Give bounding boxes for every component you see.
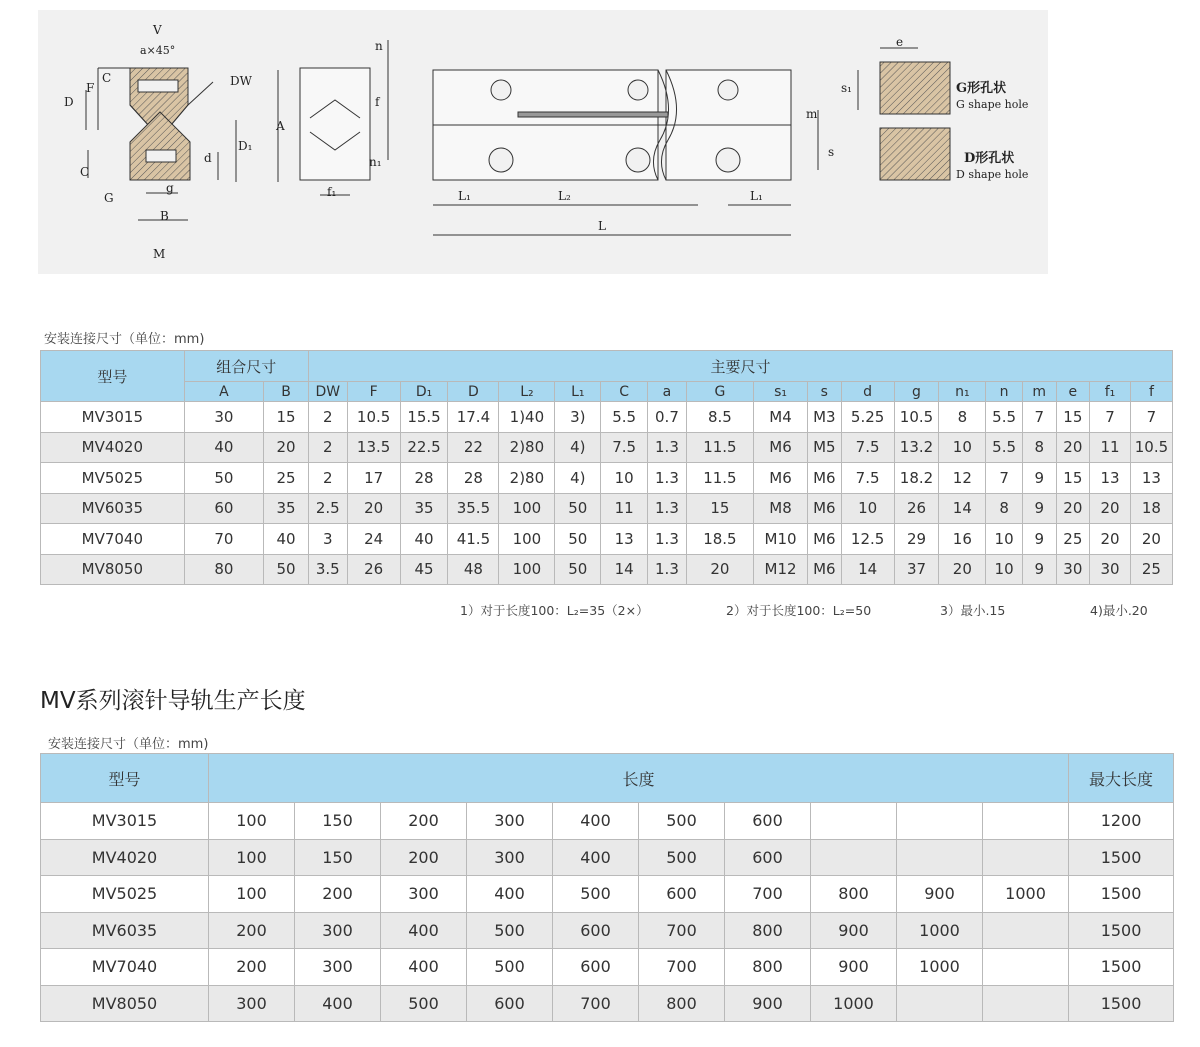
end-view-outline bbox=[300, 68, 370, 180]
value-cell: 20 bbox=[939, 554, 986, 585]
label-V: V bbox=[153, 23, 162, 37]
label-L: L bbox=[598, 219, 606, 233]
label-a45: a×45° bbox=[140, 44, 176, 57]
length-cell: 400 bbox=[295, 985, 381, 1022]
length-cell bbox=[811, 839, 897, 876]
length-table bbox=[40, 753, 1174, 1022]
label-C-bottom: C bbox=[80, 165, 90, 179]
length-cell: 300 bbox=[295, 912, 381, 949]
note-4: 4)最小.20 bbox=[1090, 603, 1148, 618]
value-cell: 10 bbox=[986, 524, 1023, 555]
value-cell: 50 bbox=[184, 463, 263, 494]
value-cell: M10 bbox=[754, 524, 808, 555]
model-cell: MV7040 bbox=[41, 524, 185, 555]
lower-rail-section bbox=[130, 112, 190, 180]
table-row bbox=[41, 876, 1174, 913]
value-cell: 10 bbox=[986, 554, 1023, 585]
label-G: G bbox=[104, 191, 114, 205]
value-cell: 10.5 bbox=[347, 402, 400, 433]
value-cell: 11 bbox=[1090, 432, 1131, 463]
column-header: G bbox=[686, 382, 753, 402]
value-cell: M6 bbox=[808, 493, 842, 524]
length-cell: 900 bbox=[811, 912, 897, 949]
table1-caption: 安装连接尺寸（单位：mm) bbox=[44, 332, 205, 347]
model-cell: MV8050 bbox=[41, 985, 209, 1022]
label-D1: D₁ bbox=[238, 139, 253, 153]
value-cell: 10.5 bbox=[894, 402, 939, 433]
value-cell: 10 bbox=[601, 463, 648, 494]
column-header: n bbox=[986, 382, 1023, 402]
model-cell: MV7040 bbox=[41, 949, 209, 986]
value-cell: 2)80 bbox=[499, 432, 555, 463]
label-F: F bbox=[86, 81, 95, 95]
table-row bbox=[41, 402, 1173, 433]
value-cell: 22.5 bbox=[400, 432, 448, 463]
value-cell: 1.3 bbox=[648, 432, 687, 463]
value-cell: 30 bbox=[1056, 554, 1090, 585]
length-cell: 500 bbox=[639, 803, 725, 840]
label-A: A bbox=[276, 119, 285, 133]
value-cell: 5.5 bbox=[601, 402, 648, 433]
value-cell: 8 bbox=[986, 493, 1023, 524]
label-e: e bbox=[896, 35, 904, 49]
value-cell: 70 bbox=[184, 524, 263, 555]
length-cell: 800 bbox=[725, 912, 811, 949]
value-cell: 2 bbox=[308, 432, 347, 463]
value-cell: 50 bbox=[264, 554, 309, 585]
length-cell: 300 bbox=[295, 949, 381, 986]
value-cell: 30 bbox=[184, 402, 263, 433]
value-cell: 1.3 bbox=[648, 463, 687, 494]
value-cell: M6 bbox=[808, 463, 842, 494]
value-cell: 17 bbox=[347, 463, 400, 494]
table-row bbox=[41, 912, 1174, 949]
column-header: L₁ bbox=[555, 382, 601, 402]
value-cell: 5.25 bbox=[841, 402, 894, 433]
value-cell: 26 bbox=[894, 493, 939, 524]
max-length-cell: 1500 bbox=[1069, 949, 1174, 986]
length-cell: 100 bbox=[209, 876, 295, 913]
value-cell: 100 bbox=[499, 493, 555, 524]
model-cell: MV6035 bbox=[41, 912, 209, 949]
value-cell: 7.5 bbox=[841, 463, 894, 494]
label-s1: s₁ bbox=[841, 81, 852, 95]
label-C-top: C bbox=[102, 71, 112, 85]
column-header: DW bbox=[308, 382, 347, 402]
length-cell: 900 bbox=[811, 949, 897, 986]
value-cell: 45 bbox=[400, 554, 448, 585]
length-cell bbox=[983, 839, 1069, 876]
model-cell: MV4020 bbox=[41, 839, 209, 876]
value-cell: 8 bbox=[1022, 432, 1056, 463]
g-shape-hole bbox=[880, 62, 950, 114]
length-cell bbox=[897, 803, 983, 840]
value-cell: 35 bbox=[264, 493, 309, 524]
value-cell: 35 bbox=[400, 493, 448, 524]
value-cell: 18.5 bbox=[686, 524, 753, 555]
max-length-cell: 1500 bbox=[1069, 912, 1174, 949]
value-cell: 1.3 bbox=[648, 524, 687, 555]
value-cell: 20 bbox=[1056, 493, 1090, 524]
length-cell: 500 bbox=[467, 949, 553, 986]
value-cell: 8 bbox=[939, 402, 986, 433]
column-header: F bbox=[347, 382, 400, 402]
length-cell: 150 bbox=[295, 839, 381, 876]
value-cell: M4 bbox=[754, 402, 808, 433]
table-row bbox=[41, 554, 1173, 585]
model-cell: MV8050 bbox=[41, 554, 185, 585]
value-cell: 20 bbox=[264, 432, 309, 463]
length-cell: 300 bbox=[209, 985, 295, 1022]
length-cell: 200 bbox=[295, 876, 381, 913]
value-cell: M6 bbox=[808, 554, 842, 585]
value-cell: 13 bbox=[601, 524, 648, 555]
length-cell: 600 bbox=[639, 876, 725, 913]
section-title: MV系列滚针导轨生产长度 bbox=[40, 688, 306, 714]
value-cell: 12 bbox=[939, 463, 986, 494]
value-cell: 9 bbox=[1022, 554, 1056, 585]
value-cell: 2.5 bbox=[308, 493, 347, 524]
note-3: 3）最小.15 bbox=[940, 603, 1006, 618]
value-cell: 40 bbox=[264, 524, 309, 555]
value-cell: 13.2 bbox=[894, 432, 939, 463]
length-cell: 600 bbox=[553, 949, 639, 986]
length-cell: 100 bbox=[209, 803, 295, 840]
table-row bbox=[41, 524, 1173, 555]
value-cell: 37 bbox=[894, 554, 939, 585]
length-cell: 800 bbox=[639, 985, 725, 1022]
label-d-shape-en: D shape hole bbox=[956, 168, 1029, 181]
table-row bbox=[41, 432, 1173, 463]
value-cell: 15 bbox=[264, 402, 309, 433]
length-cell: 700 bbox=[639, 912, 725, 949]
length-cell: 200 bbox=[381, 839, 467, 876]
max-length-cell: 1500 bbox=[1069, 839, 1174, 876]
model-cell: MV6035 bbox=[41, 493, 185, 524]
length-cell: 1000 bbox=[983, 876, 1069, 913]
label-n: n bbox=[375, 39, 383, 53]
value-cell: 11 bbox=[601, 493, 648, 524]
note-1: 1）对于长度100：L₂=35（2×） bbox=[460, 603, 649, 618]
value-cell: M5 bbox=[808, 432, 842, 463]
model-cell: MV5025 bbox=[41, 876, 209, 913]
table2-caption: 安装连接尺寸（单位：mm) bbox=[48, 737, 209, 752]
column-header: C bbox=[601, 382, 648, 402]
value-cell: 35.5 bbox=[448, 493, 499, 524]
column-header: f₁ bbox=[1090, 382, 1131, 402]
value-cell: 10.5 bbox=[1130, 432, 1172, 463]
value-cell: 50 bbox=[555, 524, 601, 555]
length-cell bbox=[983, 803, 1069, 840]
value-cell: 5.5 bbox=[986, 432, 1023, 463]
value-cell: 13 bbox=[1130, 463, 1172, 494]
label-g-shape-en: G shape hole bbox=[956, 98, 1029, 111]
length-cell: 300 bbox=[467, 839, 553, 876]
length-cell bbox=[897, 985, 983, 1022]
column-header: g bbox=[894, 382, 939, 402]
label-s: s bbox=[828, 145, 835, 159]
value-cell: 40 bbox=[184, 432, 263, 463]
table-row bbox=[41, 839, 1174, 876]
value-cell: 25 bbox=[264, 463, 309, 494]
value-cell: 14 bbox=[841, 554, 894, 585]
value-cell: 18 bbox=[1130, 493, 1172, 524]
combo-dimensions-header: 组合尺寸 bbox=[184, 351, 308, 382]
length-cell: 300 bbox=[381, 876, 467, 913]
table-row bbox=[41, 493, 1173, 524]
column-header: B bbox=[264, 382, 309, 402]
value-cell: 100 bbox=[499, 524, 555, 555]
value-cell: 3 bbox=[308, 524, 347, 555]
value-cell: 100 bbox=[499, 554, 555, 585]
value-cell: 7 bbox=[1130, 402, 1172, 433]
value-cell: 3.5 bbox=[308, 554, 347, 585]
length-cell: 600 bbox=[725, 803, 811, 840]
table-row bbox=[41, 949, 1174, 986]
label-n1: n₁ bbox=[369, 155, 382, 169]
value-cell: 12.5 bbox=[841, 524, 894, 555]
value-cell: 17.4 bbox=[448, 402, 499, 433]
model-cell: MV5025 bbox=[41, 463, 185, 494]
label-f1: f₁ bbox=[327, 185, 337, 199]
length-cell: 700 bbox=[725, 876, 811, 913]
column-header: e bbox=[1056, 382, 1090, 402]
value-cell: 10 bbox=[939, 432, 986, 463]
value-cell: 15 bbox=[1056, 402, 1090, 433]
value-cell: 7.5 bbox=[841, 432, 894, 463]
length-cell: 800 bbox=[811, 876, 897, 913]
table-row bbox=[41, 803, 1174, 840]
value-cell: 9 bbox=[1022, 463, 1056, 494]
column-header: n₁ bbox=[939, 382, 986, 402]
value-cell: 40 bbox=[400, 524, 448, 555]
length-cell: 150 bbox=[295, 803, 381, 840]
length-cell: 500 bbox=[639, 839, 725, 876]
column-header: A bbox=[184, 382, 263, 402]
value-cell: 20 bbox=[686, 554, 753, 585]
length-cell: 300 bbox=[467, 803, 553, 840]
technical-drawing bbox=[38, 10, 1048, 274]
value-cell: M8 bbox=[754, 493, 808, 524]
max-length-header: 最大长度 bbox=[1069, 754, 1174, 803]
value-cell: 8.5 bbox=[686, 402, 753, 433]
length-cell: 200 bbox=[209, 912, 295, 949]
model-cell: MV4020 bbox=[41, 432, 185, 463]
length-cell: 400 bbox=[553, 839, 639, 876]
value-cell: 13.5 bbox=[347, 432, 400, 463]
value-cell: 15 bbox=[1056, 463, 1090, 494]
value-cell: 24 bbox=[347, 524, 400, 555]
label-M: M bbox=[153, 247, 166, 261]
label-D: D bbox=[64, 95, 74, 109]
value-cell: 7 bbox=[1090, 402, 1131, 433]
value-cell: 22 bbox=[448, 432, 499, 463]
label-g: g bbox=[166, 181, 174, 195]
model-header: 型号 bbox=[41, 351, 185, 402]
value-cell: 20 bbox=[1056, 432, 1090, 463]
drawing-svg bbox=[38, 10, 1048, 274]
column-header: s bbox=[808, 382, 842, 402]
column-header: d bbox=[841, 382, 894, 402]
length-cell: 500 bbox=[467, 912, 553, 949]
value-cell: 2 bbox=[308, 463, 347, 494]
value-cell: 30 bbox=[1090, 554, 1131, 585]
value-cell: M6 bbox=[754, 463, 808, 494]
length-cell: 600 bbox=[553, 912, 639, 949]
value-cell: 41.5 bbox=[448, 524, 499, 555]
label-L2: L₂ bbox=[558, 189, 571, 203]
d-shape-hole bbox=[880, 128, 950, 180]
length-cell: 1000 bbox=[811, 985, 897, 1022]
column-header: a bbox=[648, 382, 687, 402]
length-cell bbox=[897, 839, 983, 876]
label-DW: DW bbox=[230, 74, 252, 88]
value-cell: 11.5 bbox=[686, 432, 753, 463]
value-cell: 25 bbox=[1056, 524, 1090, 555]
table-row bbox=[41, 985, 1174, 1022]
value-cell: 4) bbox=[555, 463, 601, 494]
length-cell: 600 bbox=[467, 985, 553, 1022]
value-cell: 20 bbox=[1090, 524, 1131, 555]
label-f: f bbox=[375, 95, 380, 109]
value-cell: 0.7 bbox=[648, 402, 687, 433]
length-cell: 100 bbox=[209, 839, 295, 876]
value-cell: 7 bbox=[1022, 402, 1056, 433]
value-cell: 4) bbox=[555, 432, 601, 463]
value-cell: 15 bbox=[686, 493, 753, 524]
value-cell: 1.3 bbox=[648, 554, 687, 585]
length-cell: 500 bbox=[553, 876, 639, 913]
value-cell: 28 bbox=[400, 463, 448, 494]
value-cell: 7.5 bbox=[601, 432, 648, 463]
value-cell: 9 bbox=[1022, 493, 1056, 524]
value-cell: 13 bbox=[1090, 463, 1131, 494]
length-cell: 400 bbox=[467, 876, 553, 913]
value-cell: M3 bbox=[808, 402, 842, 433]
length-cell: 200 bbox=[209, 949, 295, 986]
length-cell bbox=[811, 803, 897, 840]
value-cell: 15.5 bbox=[400, 402, 448, 433]
length-cell: 700 bbox=[639, 949, 725, 986]
table-row bbox=[41, 463, 1173, 494]
length-cell: 400 bbox=[381, 912, 467, 949]
length-cell bbox=[983, 912, 1069, 949]
label-d-shape-cn: D形孔状 bbox=[964, 151, 1015, 166]
column-header: L₂ bbox=[499, 382, 555, 402]
value-cell: M6 bbox=[754, 432, 808, 463]
value-cell: 28 bbox=[448, 463, 499, 494]
value-cell: 25 bbox=[1130, 554, 1172, 585]
value-cell: 50 bbox=[555, 554, 601, 585]
column-header: m bbox=[1022, 382, 1056, 402]
length-cell: 1000 bbox=[897, 912, 983, 949]
value-cell: 9 bbox=[1022, 524, 1056, 555]
length-cell: 500 bbox=[381, 985, 467, 1022]
label-L1-right: L₁ bbox=[750, 189, 763, 203]
value-cell: 18.2 bbox=[894, 463, 939, 494]
value-cell: 3) bbox=[555, 402, 601, 433]
value-cell: 10 bbox=[841, 493, 894, 524]
label-L1-left: L₁ bbox=[458, 189, 471, 203]
value-cell: 5.5 bbox=[986, 402, 1023, 433]
value-cell: M12 bbox=[754, 554, 808, 585]
value-cell: 2)80 bbox=[499, 463, 555, 494]
value-cell: M6 bbox=[808, 524, 842, 555]
value-cell: 11.5 bbox=[686, 463, 753, 494]
length-cell: 900 bbox=[897, 876, 983, 913]
value-cell: 1)40 bbox=[499, 402, 555, 433]
model-cell: MV3015 bbox=[41, 803, 209, 840]
value-cell: 29 bbox=[894, 524, 939, 555]
column-header: D₁ bbox=[400, 382, 448, 402]
column-header: f bbox=[1130, 382, 1172, 402]
note-2: 2）对于长度100：L₂=50 bbox=[726, 603, 872, 618]
value-cell: 7 bbox=[986, 463, 1023, 494]
value-cell: 1.3 bbox=[648, 493, 687, 524]
length-cell: 700 bbox=[553, 985, 639, 1022]
length-cell: 900 bbox=[725, 985, 811, 1022]
value-cell: 26 bbox=[347, 554, 400, 585]
label-d: d bbox=[204, 151, 212, 165]
length-cell: 400 bbox=[381, 949, 467, 986]
length-cell: 800 bbox=[725, 949, 811, 986]
length-cell: 1000 bbox=[897, 949, 983, 986]
max-length-cell: 1200 bbox=[1069, 803, 1174, 840]
model-header: 型号 bbox=[41, 754, 209, 803]
value-cell: 14 bbox=[939, 493, 986, 524]
value-cell: 16 bbox=[939, 524, 986, 555]
length-cell: 400 bbox=[553, 803, 639, 840]
value-cell: 48 bbox=[448, 554, 499, 585]
label-B: B bbox=[160, 209, 169, 223]
value-cell: 50 bbox=[555, 493, 601, 524]
value-cell: 14 bbox=[601, 554, 648, 585]
length-cell: 200 bbox=[381, 803, 467, 840]
length-cell bbox=[983, 985, 1069, 1022]
main-dimensions-header: 主要尺寸 bbox=[308, 351, 1172, 382]
length-header: 长度 bbox=[209, 754, 1069, 803]
value-cell: 80 bbox=[184, 554, 263, 585]
label-m: m bbox=[806, 107, 818, 121]
length-cell: 600 bbox=[725, 839, 811, 876]
dimensions-table bbox=[40, 350, 1173, 585]
length-cell bbox=[983, 949, 1069, 986]
column-header: D bbox=[448, 382, 499, 402]
value-cell: 20 bbox=[347, 493, 400, 524]
value-cell: 20 bbox=[1090, 493, 1131, 524]
value-cell: 60 bbox=[184, 493, 263, 524]
max-length-cell: 1500 bbox=[1069, 985, 1174, 1022]
max-length-cell: 1500 bbox=[1069, 876, 1174, 913]
value-cell: 20 bbox=[1130, 524, 1172, 555]
value-cell: 2 bbox=[308, 402, 347, 433]
column-header: s₁ bbox=[754, 382, 808, 402]
model-cell: MV3015 bbox=[41, 402, 185, 433]
label-g-shape-cn: G形孔状 bbox=[956, 81, 1007, 96]
